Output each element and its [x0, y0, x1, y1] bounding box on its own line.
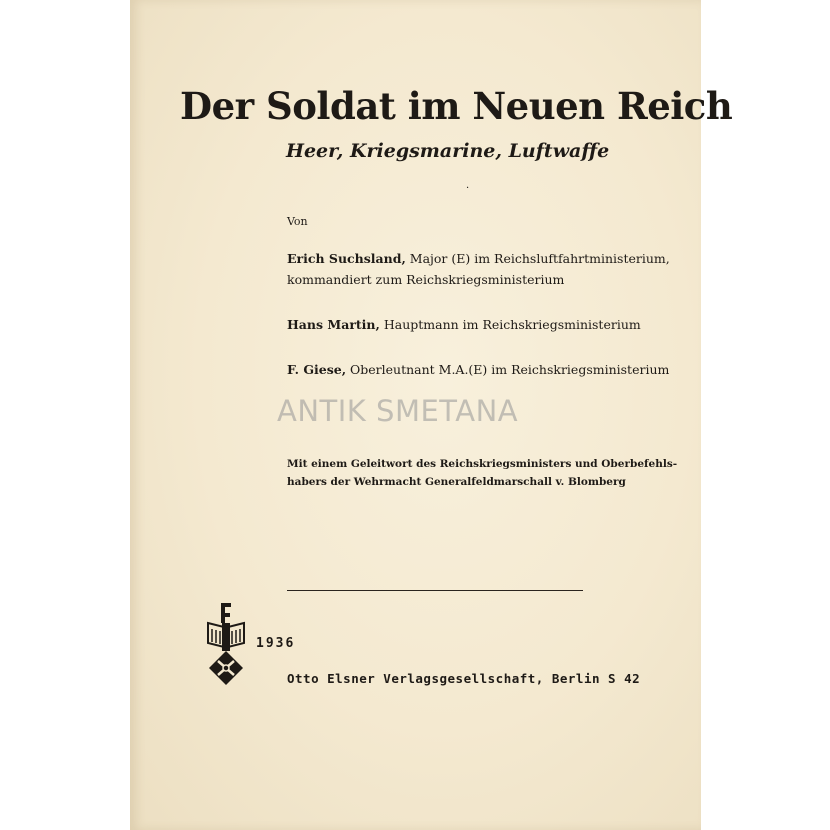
author-line-1	[287, 251, 670, 266]
book-title: Der Soldat im Neuen Reich	[180, 84, 733, 128]
foreword-line-1: Mit einem Geleitwort des Reichskriegsministers und Oberbefehls-	[287, 458, 678, 470]
author-name: Erich Suchsland,	[287, 251, 406, 266]
book-subtitle: Heer, Kriegsmarine, Luftwaffe	[286, 140, 610, 162]
divider-rule	[287, 590, 583, 591]
author-line-2	[287, 317, 641, 332]
separator-dot: ·	[466, 183, 470, 194]
author-line-3	[287, 362, 669, 377]
foreword-line-2: habers der Wehrmacht Generalfeldmarschall v. Blomberg	[287, 476, 626, 488]
author-name: Hans Martin,	[287, 317, 380, 332]
watermark: ANTIK SMETANA	[277, 394, 519, 428]
publisher-emblem-icon	[205, 601, 247, 691]
publisher-line: Otto Elsner Verlagsgesellschaft, Berlin S 42	[287, 671, 641, 686]
publication-year: 1936	[256, 636, 296, 651]
by-label: Von	[287, 215, 308, 228]
author-name: F. Giese,	[287, 362, 347, 377]
author-role: Major (E) im Reichsluftfahrtministerium,	[405, 251, 670, 266]
author-role: Hauptmann im Reichskriegsministerium	[379, 317, 641, 332]
author-line-1-continued: kommandiert zum Reichskriegsministerium	[287, 272, 565, 287]
author-role: Oberleutnant M.A.(E) im Reichskriegsministerium	[346, 362, 670, 377]
